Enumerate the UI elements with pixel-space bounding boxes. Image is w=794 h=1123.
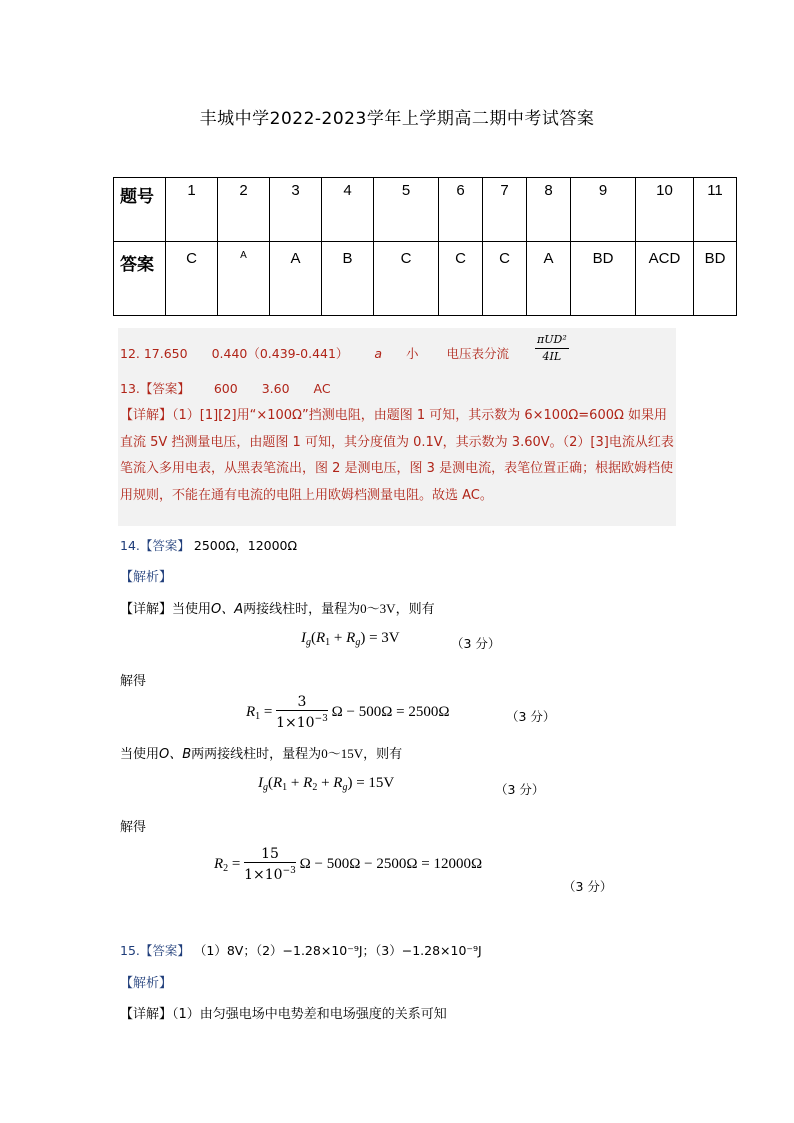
q12-formula-denominator: 4IL: [542, 350, 562, 363]
table-cell: 4: [322, 178, 374, 242]
table-row: [114, 178, 737, 242]
table-cell: BD: [694, 242, 737, 316]
table-cell: C: [483, 242, 527, 316]
table-cell: ACD: [636, 242, 694, 316]
q13-label: 13.【答案】: [120, 381, 190, 396]
q15-label: 15.【答案】: [120, 943, 190, 958]
table-cell: C: [374, 242, 439, 316]
page-title: 丰城中学2022-2023学年上学期高二期中考试答案: [199, 109, 595, 129]
q15-detail: 【详解】（1）由匀强电场中电势差和电场强度的关系可知: [120, 1007, 447, 1022]
table-cell: 2: [218, 178, 270, 242]
q14-detail-2a: 当使用: [120, 747, 160, 762]
table-cell: 7: [483, 178, 527, 242]
q14-range-2: 0～15V: [321, 746, 364, 761]
q14-detail-1c: 两接线柱时，量程为: [243, 602, 361, 617]
q14-detail-2c: 两两接线柱时，量程为: [191, 747, 322, 762]
q15-answer: （1）8V；（2）−1.28×10⁻⁹J；（3）−1.28×10⁻⁹J: [193, 943, 482, 958]
q13-answer-line: [120, 379, 331, 397]
q12-value-3: a: [374, 346, 383, 361]
q14-eq3-rhs: = 15V: [356, 775, 395, 791]
q12-value-5: 电压表分流: [446, 346, 510, 361]
table-cell: 1: [166, 178, 218, 242]
table-cell: B: [322, 242, 374, 316]
q14-then-1: ，则有: [395, 602, 435, 617]
q14-eq4-numerator: 15: [244, 846, 296, 863]
q13-answer-3: AC: [313, 381, 331, 396]
table-cell: A: [527, 242, 571, 316]
q14-equation-4: $R_2$ = $\frac{15}{1\times 10^{-3}}$ Ω − 500Ω − 2500Ω = 12000Ω: [214, 846, 483, 883]
table-cell: C: [166, 242, 218, 316]
q14-equation-1: $I_g(R_1 + R_g) = 3V$: [301, 630, 400, 648]
answer-table: [113, 177, 737, 316]
q15-analysis-label: 【解析】: [120, 976, 173, 991]
q14-eq2-numerator: 3: [276, 694, 328, 711]
q14-detail-1a: 【详解】当使用: [120, 602, 212, 617]
table-header-answer: 答案: [114, 242, 166, 316]
table-header-number: 题号: [114, 178, 166, 242]
q14-detail-2: [120, 743, 402, 762]
q14-terminal-ob: O、B: [159, 747, 192, 762]
q14-then-2: ，则有: [363, 747, 403, 762]
q14-equation-3: $I_g(R_1 + R_2 + R_g) = 15V$: [258, 775, 395, 793]
score-label: （3 分）: [495, 782, 545, 797]
q14-eq4-rhs: Ω − 500Ω − 2500Ω = 12000Ω: [299, 855, 483, 872]
q15-answer-line: [120, 941, 482, 959]
q14-answer: 2500Ω，12000Ω: [193, 538, 298, 553]
score-label: （3 分）: [451, 636, 501, 651]
score-label: （3 分）: [563, 879, 613, 894]
q13-detail: 【详解】（1）[1][2]用“×100Ω”挡测电阻，由题图 1 可知，其示数为 6×100Ω=600Ω 如果用直流 5V 挡测量电压，由题图 1 可知，其分度值为 0.1V，其示数为 3.60V。（2）[3]电流从红表笔流入多用电表，从黑表笔流出，图 2 是测电压，图 3 是测电流，表笔位置正确；根据欧姆档使用规则，不能在通有电流的电阻上用欧姆档测量电阻。故选 AC。: [120, 408, 674, 503]
q14-solve-1: 解得: [120, 674, 147, 689]
q12-formula: [535, 332, 569, 365]
table-cell: 8: [527, 178, 571, 242]
score-label: （3 分）: [506, 709, 556, 724]
q14-terminal-oa: O、A: [211, 602, 244, 617]
q14-detail-1: [120, 598, 435, 617]
table-cell: C: [439, 242, 483, 316]
table-cell: BD: [571, 242, 636, 316]
table-cell: 11: [694, 178, 737, 242]
table-cell: A: [218, 242, 270, 316]
table-row: [114, 242, 737, 316]
table-cell: 9: [571, 178, 636, 242]
q14-answer-line: [120, 536, 297, 554]
table-cell: 3: [270, 178, 322, 242]
table-cell: 10: [636, 178, 694, 242]
q12-label: 12. 17.650: [120, 346, 188, 361]
q14-eq1-rhs: = 3V: [369, 630, 400, 646]
table-cell: 6: [439, 178, 483, 242]
table-cell: 5: [374, 178, 439, 242]
q12-value-2: 0.440（0.439-0.441）: [211, 346, 349, 361]
table-cell: A: [270, 242, 322, 316]
q12-value-4: 小: [406, 346, 419, 361]
q13-answer-2: 3.60: [261, 381, 290, 396]
q14-range-1: 0～3V: [360, 601, 396, 616]
q14-eq2-rhs: Ω − 500Ω = 2500Ω: [331, 703, 450, 720]
q14-solve-2: 解得: [120, 820, 147, 835]
q12-formula-numerator: πUD²: [535, 332, 569, 349]
q13-answer-1: 600: [213, 381, 238, 396]
q12-answer-line: [120, 333, 569, 365]
q14-label: 14.【答案】: [120, 538, 190, 553]
q14-analysis-label: 【解析】: [120, 570, 173, 585]
q14-equation-2: $R_1$ = $\frac{3}{1\times 10^{-3}}$ Ω − 500Ω = 2500Ω: [246, 694, 450, 731]
